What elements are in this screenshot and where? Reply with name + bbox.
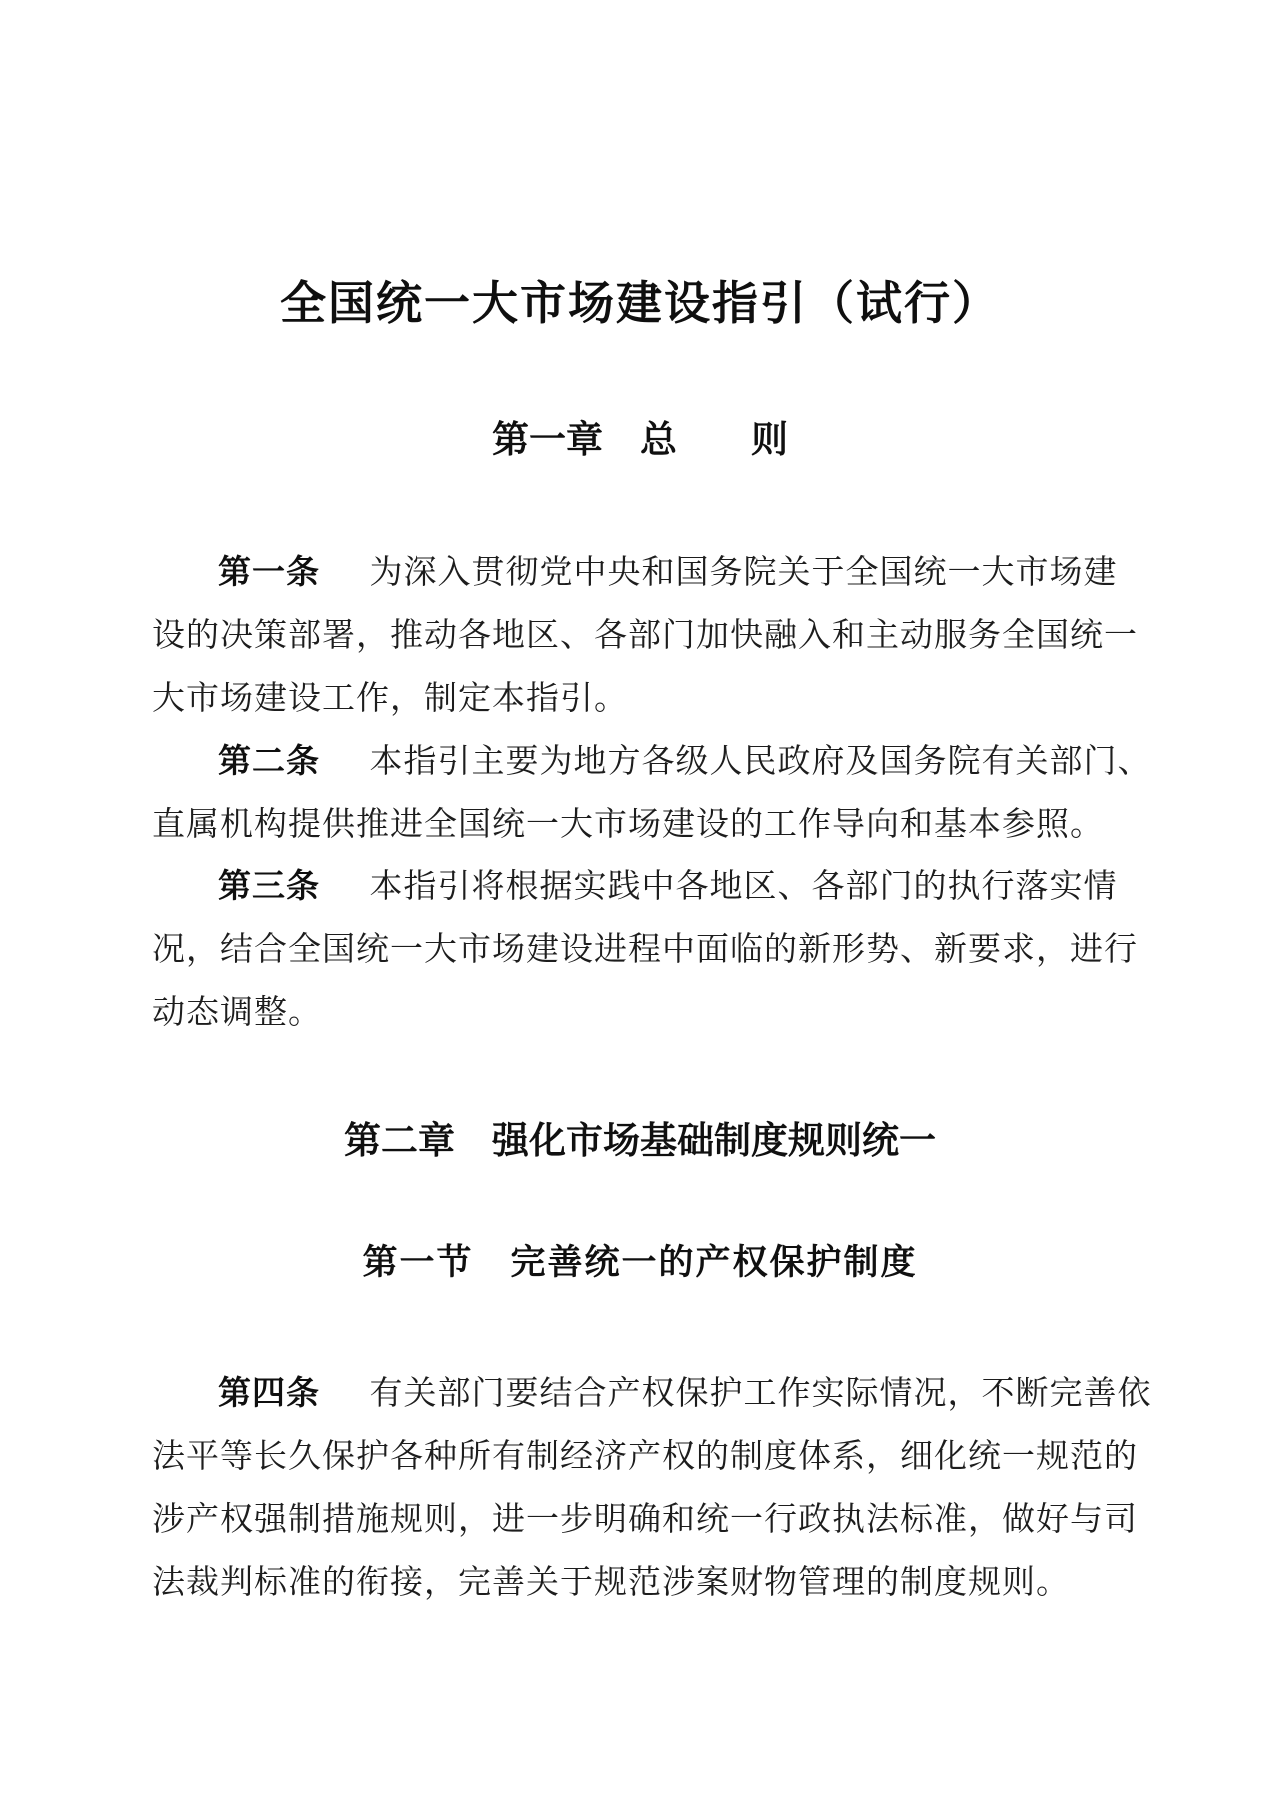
article-4-line-3: 涉产权强制措施规则，进一步明确和统一行政执法标准，做好与司	[152, 1502, 1138, 1538]
article-1-line-3: 大市场建设工作，制定本指引。	[152, 681, 628, 717]
article-1-label: 第一条	[218, 553, 320, 590]
article-4-label: 第四条	[218, 1374, 320, 1411]
article-4-line-1-text: 有关部门要结合产权保护工作实际情况，不断完善依	[369, 1376, 1152, 1412]
article-2-label: 第二条	[218, 742, 320, 779]
article-1-line-1	[152, 540, 1118, 605]
article-2-line-1-text: 本指引主要为地方各级人民政府及国务院有关部门、	[369, 744, 1152, 780]
article-4-line-1	[152, 1361, 1152, 1426]
article-4-line-4: 法裁判标准的衔接，完善关于规范涉案财物管理的制度规则。	[152, 1565, 1070, 1601]
article-1-line-1-text: 为深入贯彻党中央和国务院关于全国统一大市场建	[369, 555, 1118, 591]
chapter-1-heading: 第一章 总 则	[492, 420, 788, 461]
article-4	[152, 1361, 1152, 1615]
article-3	[152, 854, 1138, 1045]
article-4-line-2: 法平等长久保护各种所有制经济产权的制度体系，细化统一规范的	[152, 1439, 1138, 1475]
article-1	[152, 540, 1138, 731]
chapter-2-heading: 第二章 强化市场基础制度规则统一	[344, 1121, 936, 1162]
article-2	[152, 729, 1152, 857]
article-2-line-2: 直属机构提供推进全国统一大市场建设的工作导向和基本参照。	[152, 807, 1104, 843]
section-1-heading: 第一节 完善统一的产权保护制度	[362, 1243, 918, 1282]
article-3-line-3: 动态调整。	[152, 995, 322, 1031]
document-title: 全国统一大市场建设指引（试行）	[280, 278, 1000, 329]
article-3-line-1	[152, 854, 1118, 919]
article-1-line-2: 设的决策部署，推动各地区、各部门加快融入和主动服务全国统一	[152, 618, 1138, 654]
article-3-label: 第三条	[218, 867, 320, 904]
article-2-line-1	[152, 729, 1152, 794]
article-3-line-2: 况，结合全国统一大市场建设进程中面临的新形势、新要求，进行	[152, 932, 1138, 968]
article-3-line-1-text: 本指引将根据实践中各地区、各部门的执行落实情	[369, 869, 1118, 905]
